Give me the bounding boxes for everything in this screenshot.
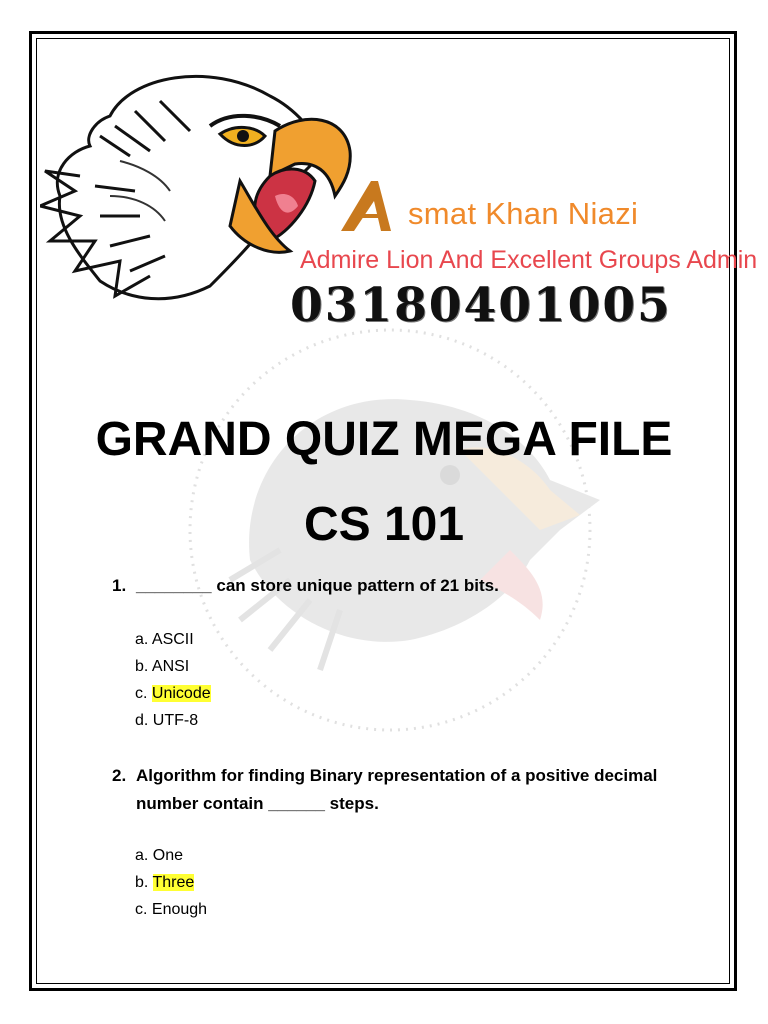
question-text: ________ can store unique pattern of 21 bits. bbox=[136, 576, 499, 595]
question-1-options bbox=[135, 626, 211, 734]
brand-name: smat Khan Niazi bbox=[408, 196, 639, 231]
option-prefix: d. bbox=[135, 712, 149, 729]
option-text: One bbox=[152, 847, 184, 864]
option-text: ASCII bbox=[151, 631, 194, 648]
question-2 bbox=[112, 762, 672, 818]
option-text-highlighted: Three bbox=[152, 874, 195, 891]
option-item bbox=[135, 896, 207, 923]
option-prefix: b. bbox=[135, 658, 149, 675]
option-item bbox=[135, 680, 211, 707]
question-number: 1. bbox=[112, 576, 127, 595]
eagle-logo-icon bbox=[40, 56, 380, 316]
option-text: ANSI bbox=[151, 658, 190, 675]
question-1 bbox=[112, 572, 499, 600]
option-text: UTF-8 bbox=[152, 712, 199, 729]
option-text: Enough bbox=[151, 901, 208, 918]
option-item bbox=[135, 869, 207, 896]
document-title: GRAND QUIZ MEGA FILE bbox=[95, 413, 673, 466]
option-prefix: a. bbox=[135, 847, 149, 864]
option-prefix: a. bbox=[135, 631, 149, 648]
option-prefix: c. bbox=[135, 901, 148, 918]
brand-tagline: Admire Lion And Excellent Groups Admin bbox=[300, 246, 758, 274]
question-2-options bbox=[135, 842, 207, 923]
option-item bbox=[135, 653, 211, 680]
question-number: 2. bbox=[112, 766, 127, 785]
option-prefix: c. bbox=[135, 685, 148, 702]
option-item bbox=[135, 842, 207, 869]
brand-a-logo-icon bbox=[336, 176, 396, 236]
course-code: CS 101 bbox=[303, 498, 465, 551]
brand-phone-number: 03180401005 bbox=[290, 278, 672, 333]
option-text-highlighted: Unicode bbox=[151, 685, 211, 702]
question-text: Algorithm for finding Binary representation of a positive decimal number contain ______ steps. bbox=[136, 766, 658, 813]
option-prefix: b. bbox=[135, 874, 149, 891]
option-item bbox=[135, 707, 211, 734]
option-item bbox=[135, 626, 211, 653]
